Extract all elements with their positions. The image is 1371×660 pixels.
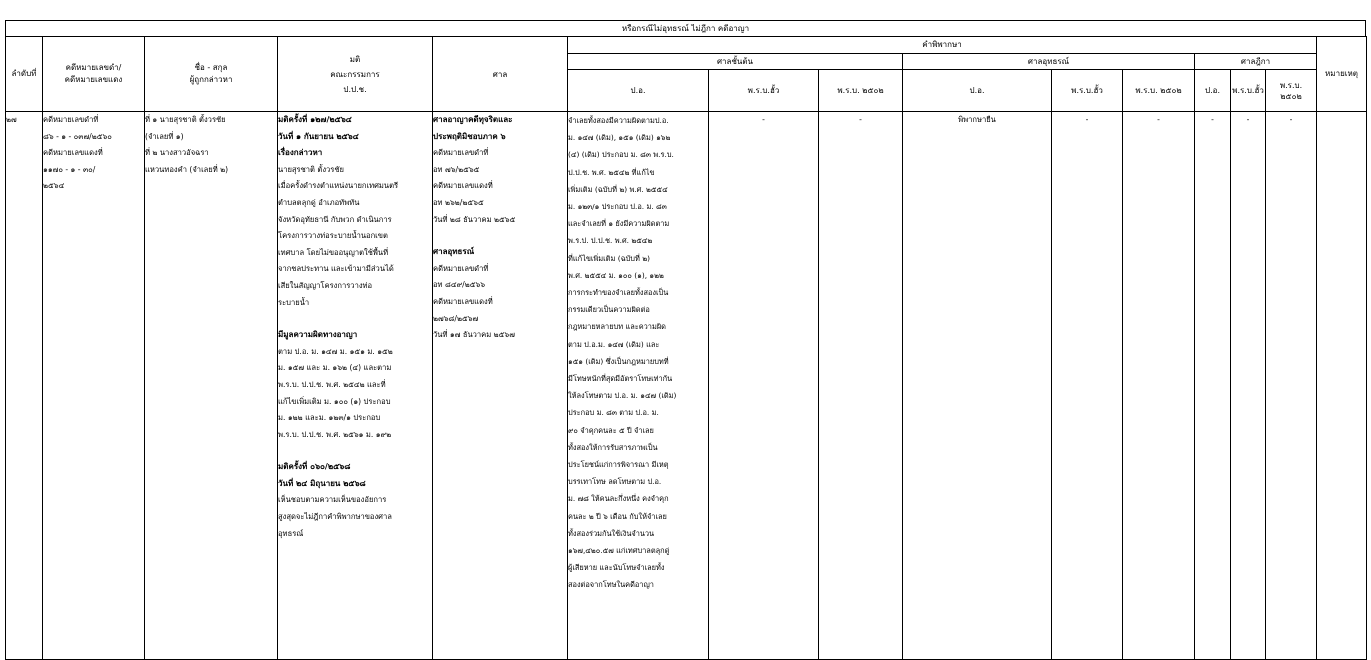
header-supreme-prb: พ.ร.บ.ฮั้ว bbox=[1231, 70, 1266, 112]
header-case-no: คดีหมายเลขดำ/ คดีหมายเลขแดง bbox=[43, 37, 145, 112]
header-supreme-po: ป.อ. bbox=[1195, 70, 1231, 112]
header-supreme-2502: พ.ร.บ. ๒๕๐๒ bbox=[1266, 70, 1317, 112]
cell-appeal-2502: - bbox=[1123, 112, 1195, 660]
header-appeal-po: ป.อ. bbox=[903, 70, 1052, 112]
cell-remark bbox=[1317, 112, 1367, 660]
cell-supreme-2502: - bbox=[1266, 112, 1317, 660]
cell-case-no: คดีหมายเลขดำที่ ๘๖ - ๑ - ๐๓๗/๒๕๖๐ คดีหมายเลขแดงที่ ๑๑๗๐ - ๑ - ๓๐/ ๒๕๖๔ bbox=[43, 112, 145, 660]
judgment-table bbox=[5, 36, 1367, 660]
cell-appeal-prb: - bbox=[1052, 112, 1123, 660]
cell-supreme-po: - bbox=[1195, 112, 1231, 660]
header-name: ชื่อ - สกุล ผู้ถูกกล่าวหา bbox=[145, 37, 278, 112]
header-resolution: มติ คณะกรรมการ ป.ป.ช. bbox=[278, 37, 433, 112]
header-no: ลำดับที่ bbox=[6, 37, 43, 112]
header-first-2502: พ.ร.บ. ๒๕๐๒ bbox=[819, 70, 903, 112]
cell-resolution: มติครั้งที่ ๑๒๗/๒๕๖๔ วันที่ ๑ กันยายน ๒๕๖๔ เรื่องกล่าวหา นายสุรชาติ ตั้งวรชัย เมื่อครั้งดำรงตำแหน่งนายกเทศมนตรี ตำบลตลุกดู่ อำเภอทัพทัน จังหวัดอุทัยธานี กับพวก ดำเนินการ โครงการวางท่อระบายน้ำนอกเขต เทศบาล โดยไม่ขออนุญาตใช้พื้นที่ จากชลประทาน และเข้ามามีส่วนได้ เสียในสัญญาโครงการวางท่อ ระบายน้ำ มีมูลความผิดทางอาญา ตาม ป.อ. ม. ๑๔๗ ม. ๑๕๑ ม. ๑๕๒ ม. ๑๕๗ และ ม. ๑๖๒ (๔) และตาม พ.ร.บ. ป.ป.ช. พ.ศ. ๒๕๔๒ และที่ แก้ไขเพิ่มเติม ม. ๑๐๐ (๑) ประกอบ ม. ๑๒๒ และม. ๑๒๓/๑ ประกอบ พ.ร.บ. ป.ป.ช. พ.ศ. ๒๕๖๑ ม. ๑๙๒ มติครั้งที่ ๐๖๐/๒๕๖๘ วันที่ ๒๔ มิถุนายน ๒๕๖๘ เห็นชอบตามความเห็นของอัยการ สูงสุดจะไม่ฎีกาคำพิพากษาของศาล อุทธรณ์ bbox=[278, 112, 433, 660]
sheet-title: หรือกรณีไม่อุทธรณ์ ไม่ฎีกา คดีอาญา bbox=[5, 20, 1366, 36]
header-first-prb: พ.ร.บ.ฮั้ว bbox=[709, 70, 819, 112]
header-court-supreme: ศาลฎีกา bbox=[1195, 54, 1317, 70]
header-court-first: ศาลชั้นต้น bbox=[568, 54, 903, 70]
table-row bbox=[6, 112, 1367, 660]
header-remark: หมายเหตุ bbox=[1317, 37, 1367, 112]
cell-no: ๒๗ bbox=[6, 112, 43, 660]
cell-court: ศาลอาญาคดีทุจริตและ ประพฤติมิชอบภาค ๖ คดีหมายเลขดำที่ อท ๗๖/๒๕๖๕ คดีหมายเลขแดงที่ อท ๒๖๒/๒๕๖๕ วันที่ ๒๘ ธันวาคม ๒๕๖๕ ศาลอุทธรณ์ คดีหมายเลขดำที่ อท ๘๔๙/๒๕๖๖ คดีหมายเลขแดงที่ ๒๗๖๘/๒๕๖๗ วันที่ ๑๗ ธันวาคม ๒๕๖๗ bbox=[433, 112, 568, 660]
cell-first-2502: - bbox=[819, 112, 903, 660]
cell-first-po: จำเลยทั้งสองมีความผิดตามป.อ. ม. ๑๔๗ (เดิม), ๑๕๑ (เดิม) ๑๖๒ (๔) (เดิม) ประกอบ ม. ๘๓ พ.ร.บ. ป.ป.ช. พ.ศ. ๒๕๔๒ ที่แก้ไข เพิ่มเติม (ฉบับที่ ๒) พ.ศ. ๒๕๕๔ ม. ๑๒๓/๑ ประกอบ ป.อ. ม. ๘๓ และจำเลยที่ ๑ ยังมีความผิดตาม พ.ร.ป. ป.ป.ช. พ.ศ. ๒๕๔๒ ที่แก้ไขเพิ่มเติม (ฉบับที่ ๒) พ.ศ. ๒๕๕๔ ม. ๑๐๐ (๑), ๑๒๒ การกระทำของจำเลยทั้งสองเป็น กรรมเดียวเป็นความผิดต่อ กฎหมายหลายบท และความผิด ตาม ป.อ.ม. ๑๔๗ (เดิม) และ ๑๕๑ (เดิม) ซึ่งเป็นกฎหมายบทที่ มีโทษหนักที่สุดมีอัตราโทษเท่ากัน ให้ลงโทษตาม ป.อ. ม. ๑๔๗ (เดิม) ประกอบ ม. ๘๓ ตาม ป.อ. ม. ๙๐ จำคุกคนละ ๕ ปี จำเลย ทั้งสองให้การรับสารภาพเป็น ประโยชน์แก่การพิจารณา มีเหตุ บรรเทาโทษ ลดโทษตาม ป.อ. ม. ๗๘ ให้คนละกึ่งหนึ่ง คงจำคุก คนละ ๒ ปี ๖ เดือน กับให้จำเลย ทั้งสองร่วมกันใช้เงินจำนวน ๑๖๗,๔๒๐.๕๗ แก่เทศบาลตลุกดู่ ผู้เสียหาย และนับโทษจำเลยทั้ง สองต่อจากโทษในคดีอาญา bbox=[568, 112, 709, 660]
header-first-po: ป.อ. bbox=[568, 70, 709, 112]
header-appeal-prb: พ.ร.บ.ฮั้ว bbox=[1052, 70, 1123, 112]
header-judgment: คำพิพากษา bbox=[568, 37, 1317, 54]
cell-name: ที่ ๑ นายสุรชาติ ตั้งวรชัย (จำเลยที่ ๑) ที่ ๒ นางสาวอัจฉรา แหวนทองคำ (จำเลยที่ ๒) bbox=[145, 112, 278, 660]
header-appeal-2502: พ.ร.บ. ๒๕๐๒ bbox=[1123, 70, 1195, 112]
cell-first-prb: - bbox=[709, 112, 819, 660]
cell-appeal-po: พิพากษายืน bbox=[903, 112, 1052, 660]
cell-supreme-prb: - bbox=[1231, 112, 1266, 660]
header-court: ศาล bbox=[433, 37, 568, 112]
header-court-appeal: ศาลอุทธรณ์ bbox=[903, 54, 1195, 70]
